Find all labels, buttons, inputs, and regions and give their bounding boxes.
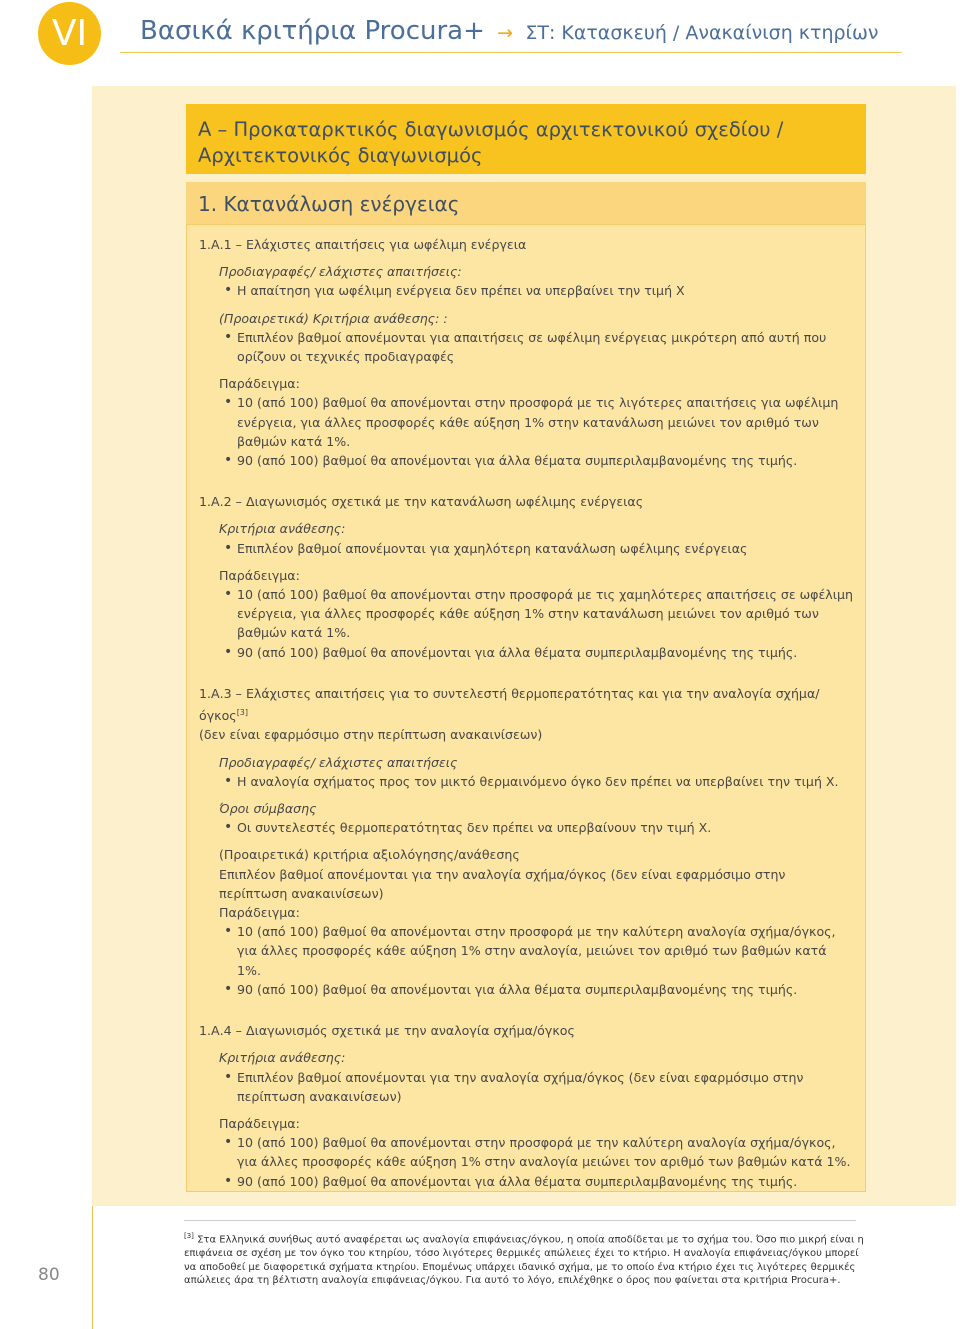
s3-opt-text: Επιπλέον βαθμοί απονέμονται για την αναλογία σχήμα/όγκος (δεν είναι εφαρμόσιμο στην περίπτωση ανακαινίσεων) (219, 866, 786, 901)
footnote (184, 1230, 864, 1288)
s1-example-label: Παράδειγμα: (219, 376, 300, 392)
s3-title-2: (δεν είναι εφαρμόσιμο στην περίπτωση ανακαινίσεων) (199, 727, 543, 743)
s4-crit-label: Κριτήρια ανάθεσης: (219, 1050, 346, 1066)
chapter-badge: VI (38, 2, 101, 65)
s4-crit-item: • Επιπλέον βαθμοί απονέμονται για την αναλογία σχήμα/όγκος (δεν είναι εφαρμόσιμο στην περίπτωση ανακαινίσεων) (199, 1068, 853, 1106)
section-title: 1. Κατανάλωση ενέργειας (186, 182, 866, 224)
s4-example-2: • 90 (από 100) βαθμοί θα απονέμονται για άλλα θέματα συμπεριλαμβανομένης της τιμής. (199, 1172, 853, 1191)
s2-example-1: • 10 (από 100) βαθμοί θα απονέμονται στην προσφορά με τις χαμηλότερες απαιτήσεις σε ωφέλιμη ενέργεια, για άλλες προσφορές κάθε αύξηση 1% στην κατανάλωση μειώνει τον αριθμό των βαθμών κατά 1%. (199, 585, 853, 643)
margin-line (92, 1206, 93, 1329)
s3-spec-label: Προδιαγραφές/ ελάχιστες απαιτήσεις (219, 754, 458, 770)
banner-line-2: Αρχιτεκτονικός διαγωνισμός (198, 144, 483, 167)
banner-line-1: Α – Προκαταρκτικός διαγωνισμός αρχιτεκτονικού σχεδίου / (198, 118, 784, 141)
s3-example-label: Παράδειγμα: (219, 905, 300, 921)
footnote-rule (184, 1220, 856, 1221)
s1-opt-item: • Επιπλέον βαθμοί απονέμονται για απαιτήσεις σε ωφέλιμη ενέργειας μικρότερη από αυτή που ορίζουν οι τεχνικές προδιαγραφές (199, 328, 853, 366)
header-rule (120, 52, 902, 53)
s2-crit-label: Κριτήρια ανάθεσης: (219, 521, 346, 537)
s3-example-1: • 10 (από 100) βαθμοί θα απονέμονται στην προσφορά με την καλύτερη αναλογία σχήμα/όγκος, για άλλες προσφορές κάθε αύξηση 1% στην αναλογία, μειώνει τον αριθμό των βαθμών κατά 1%. (199, 922, 853, 980)
arrow-icon: → (497, 22, 514, 44)
s3-title (199, 684, 853, 726)
s3-spec-item: • Η αναλογία σχήματος προς τον μικτό θερμαινόμενο όγκο δεν πρέπει να υπερβαίνει την τιμή Χ. (199, 772, 853, 791)
s2-example-2: • 90 (από 100) βαθμοί θα απονέμονται για άλλα θέματα συμπεριλαμβανομένης της τιμής. (199, 643, 853, 662)
s2-title: 1.Α.2 – Διαγωνισμός σχετικά με την κατανάλωση ωφέλιμης ενέργειας (199, 494, 644, 510)
s1-opt-label: (Προαιρετικά) Κριτήρια ανάθεσης: : (219, 310, 448, 326)
s3-example-2: • 90 (από 100) βαθμοί θα απονέμονται για άλλα θέματα συμπεριλαμβανομένης της τιμής. (199, 980, 853, 999)
page-header (140, 16, 879, 46)
main-banner (186, 104, 866, 174)
s1-example-1: • 10 (από 100) βαθμοί θα απονέμονται στην προσφορά με τις λιγότερες απαιτήσεις για ωφέλιμη ενέργεια, για άλλες προσφορές κάθε αύξηση 1% στην κατανάλωση μειώνει τον αριθμό των βαθμών κατά 1%. (199, 393, 853, 451)
header-title: Βασικά κριτήρια Procura+ (140, 16, 485, 46)
s4-title: 1.Α.4 – Διαγωνισμός σχετικά με την αναλογία σχήμα/όγκος (199, 1023, 575, 1039)
s3-footnote-ref: [3] (236, 708, 249, 718)
footnote-text: Στα Ελληνικά συνήθως αυτό αναφέρεται ως αναλογία επιφάνειας/όγκου, η οποία αποδίδεται με το σχήμα του. Όσο πιο μικρή είναι η επιφάνεια σε σχέση με τον όγκο του κτηρίου, τόσο λιγότερες θερμικές απώλειες έχει το κτήριο. Η αναλογία επιφάνειας/όγκου μπορεί να αποδοθεί με διαφορετικά σχήματα κτηρίου. Επομένως υπάρχει ιδανικό σχήμα, με το οποίο ένα κτήριο έχει τις λιγότερες θερμικές απώλειες άρα τη βέλτιστη αναλογία επιφάνειας/όγκου. Για αυτό το λόγο, επιλέχθηκε ο όρος που φαίνεται στα κριτήρια Procura+. (184, 1234, 864, 1287)
s1-spec-label: Προδιαγραφές/ ελάχιστες απαιτήσεις: (219, 264, 462, 280)
s1-example-2: • 90 (από 100) βαθμοί θα απονέμονται για άλλα θέματα συμπεριλαμβανομένης της τιμής. (199, 451, 853, 470)
s2-crit-item: • Επιπλέον βαθμοί απονέμονται για χαμηλότερη κατανάλωση ωφέλιμης ενέργειας (199, 539, 853, 558)
s4-example-1: • 10 (από 100) βαθμοί θα απονέμονται στην προσφορά με την καλύτερη αναλογία σχήμα/όγκος, για άλλες προσφορές κάθε αύξηση 1% στην αναλογία μειώνει τον αριθμό των βαθμών κατά 1%. (199, 1133, 853, 1171)
header-subtitle: ΣΤ: Κατασκευή / Ανακαίνιση κτηρίων (525, 22, 879, 44)
s3-terms-label: Όροι σύμβασης (219, 801, 317, 817)
s2-example-label: Παράδειγμα: (219, 567, 300, 583)
criteria-box (186, 224, 866, 1192)
s3-opt-label: (Προαιρετικά) κριτήρια αξιολόγησης/ανάθεσης (219, 847, 520, 863)
s1-title: 1.Α.1 – Ελάχιστες απαιτήσεις για ωφέλιμη ενέργεια (199, 237, 527, 252)
page-number: 80 (38, 1265, 60, 1285)
s4-example-label: Παράδειγμα: (219, 1115, 300, 1131)
footnote-marker: [3] (184, 1232, 194, 1240)
s3-title-text: 1.Α.3 – Ελάχιστες απαιτήσεις για το συντελεστή θερμοπερατότητας και για την αναλογία σχήμα/όγκος (199, 685, 820, 724)
s1-spec-item: • Η απαίτηση για ωφέλιμη ενέργεια δεν πρέπει να υπερβαίνει την τιμή Χ (199, 281, 853, 300)
s3-terms-item: • Οι συντελεστές θερμοπερατότητας δεν πρέπει να υπερβαίνουν την τιμή Χ. (199, 818, 853, 837)
